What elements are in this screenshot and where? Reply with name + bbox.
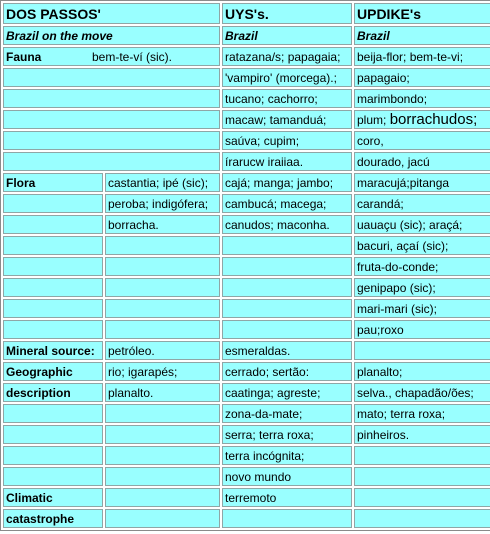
fauna-updike: dourado, jacú: [354, 152, 490, 171]
table-row: [3, 404, 490, 423]
empty-cell: [222, 236, 352, 255]
subheader-updike: Brazil: [354, 26, 490, 45]
empty-cell: [105, 404, 220, 423]
fauna-uys: tucano; cachorro;: [222, 89, 352, 108]
table-row: [3, 257, 490, 276]
empty-cell: [105, 299, 220, 318]
table-row: [3, 215, 490, 234]
flora-updike: mari-mari (sic);: [354, 299, 490, 318]
geo-updike: mato; terra roxa;: [354, 404, 490, 423]
geo-dos-passos: rio; igarapés;: [105, 362, 220, 381]
climatic-uys: terremoto: [222, 488, 352, 507]
catastrophe-label: catastrophe: [3, 509, 103, 528]
climatic-label: Climatic: [3, 488, 103, 507]
subheader-dos-passos: Brazil on the move: [3, 26, 220, 45]
empty-cell: [354, 341, 490, 360]
table-row: [3, 68, 490, 87]
fauna-uys: macaw; tamanduá;: [222, 110, 352, 129]
table-row: [3, 236, 490, 255]
empty-cell: [3, 215, 103, 234]
empty-cell: [3, 131, 220, 150]
table-row: [3, 173, 490, 192]
empty-cell: [222, 299, 352, 318]
empty-cell: [105, 320, 220, 339]
fauna-updike: beija-flor; bem-te-vi;: [354, 47, 490, 66]
flora-dos-passos: peroba; indigófera;: [105, 194, 220, 213]
table-row: [3, 488, 490, 507]
fauna-updike: marimbondo;: [354, 89, 490, 108]
flora-updike: carandá;: [354, 194, 490, 213]
fauna-uys: írarucw iraiiaa.: [222, 152, 352, 171]
empty-cell: [3, 425, 103, 444]
fauna-updike-large: borrachudos;: [389, 110, 478, 128]
fauna-updike-part: plum;: [357, 112, 390, 127]
table-row: [3, 278, 490, 297]
fauna-label: Fauna: [6, 49, 42, 64]
header-updike: UPDIKE's: [354, 3, 490, 24]
empty-cell: [354, 509, 490, 528]
header-row: [3, 3, 490, 24]
empty-cell: [3, 446, 103, 465]
fauna-updike: [354, 110, 490, 129]
empty-cell: [3, 257, 103, 276]
empty-cell: [105, 278, 220, 297]
empty-cell: [354, 488, 490, 507]
table-row: [3, 152, 490, 171]
table-row: [3, 509, 490, 528]
empty-cell: [3, 467, 103, 486]
empty-cell: [3, 278, 103, 297]
header-uys: UYS's.: [222, 3, 352, 24]
empty-cell: [105, 446, 220, 465]
flora-updike: bacuri, açaí (sic);: [354, 236, 490, 255]
empty-cell: [222, 320, 352, 339]
fauna-cell: [3, 47, 220, 66]
geo-uys: cerrado; sertão:: [222, 362, 352, 381]
empty-cell: [105, 425, 220, 444]
empty-cell: [3, 152, 220, 171]
empty-cell: [3, 89, 220, 108]
empty-cell: [222, 509, 352, 528]
geographic-label: Geographic: [3, 362, 103, 381]
table-row: [3, 362, 490, 381]
geo-dos-passos: planalto.: [105, 383, 220, 402]
table-row: [3, 47, 490, 66]
table-row: [3, 425, 490, 444]
mineral-dos-passos: petróleo.: [105, 341, 220, 360]
flora-label: Flora: [3, 173, 103, 192]
geo-uys: novo mundo: [222, 467, 352, 486]
empty-cell: [3, 404, 103, 423]
empty-cell: [354, 446, 490, 465]
flora-dos-passos: castantia; ipé (sic);: [105, 173, 220, 192]
flora-uys: cajá; manga; jambo;: [222, 173, 352, 192]
flora-updike: maracujá;pitanga: [354, 173, 490, 192]
table-row: [3, 110, 490, 129]
geo-updike: planalto;: [354, 362, 490, 381]
table-row: [3, 89, 490, 108]
header-dos-passos: DOS PASSOS': [3, 3, 220, 24]
flora-dos-passos: borracha.: [105, 215, 220, 234]
table-row: [3, 131, 490, 150]
subheader-row: [3, 26, 490, 45]
empty-cell: [3, 236, 103, 255]
table-row: [3, 341, 490, 360]
fauna-updike: coro,: [354, 131, 490, 150]
subheader-uys: Brazil: [222, 26, 352, 45]
fauna-uys: 'vampiro' (morcega).;: [222, 68, 352, 87]
fauna-uys: saúva; cupim;: [222, 131, 352, 150]
flora-uys: cambucá; macega;: [222, 194, 352, 213]
description-label: description: [3, 383, 103, 402]
flora-updike: genipapo (sic);: [354, 278, 490, 297]
geo-uys: zona-da-mate;: [222, 404, 352, 423]
empty-cell: [3, 110, 220, 129]
empty-cell: [105, 257, 220, 276]
empty-cell: [222, 257, 352, 276]
empty-cell: [105, 509, 220, 528]
empty-cell: [105, 236, 220, 255]
empty-cell: [222, 278, 352, 297]
empty-cell: [3, 299, 103, 318]
fauna-uys: ratazana/s; papagaia;: [222, 47, 352, 66]
table-row: [3, 320, 490, 339]
geo-uys: serra; terra roxa;: [222, 425, 352, 444]
geo-uys: caatinga; agreste;: [222, 383, 352, 402]
fauna-dos-passos: bem-te-ví (sic).: [92, 50, 173, 64]
mineral-label: Mineral source:: [3, 341, 103, 360]
table-row: [3, 194, 490, 213]
flora-updike: pau;roxo: [354, 320, 490, 339]
empty-cell: [3, 320, 103, 339]
table-row: [3, 446, 490, 465]
table-row: [3, 467, 490, 486]
mineral-uys: esmeraldas.: [222, 341, 352, 360]
empty-cell: [354, 467, 490, 486]
flora-updike: fruta-do-conde;: [354, 257, 490, 276]
fauna-updike: papagaio;: [354, 68, 490, 87]
empty-cell: [105, 488, 220, 507]
flora-updike: uauaçu (sic); araçá;: [354, 215, 490, 234]
table-row: [3, 383, 490, 402]
geo-updike: selva., chapadão/ões;: [354, 383, 490, 402]
geo-uys: terra incógnita;: [222, 446, 352, 465]
empty-cell: [3, 68, 220, 87]
geo-updike: pinheiros.: [354, 425, 490, 444]
flora-uys: canudos; maconha.: [222, 215, 352, 234]
table-row: [3, 299, 490, 318]
empty-cell: [3, 194, 103, 213]
empty-cell: [105, 467, 220, 486]
